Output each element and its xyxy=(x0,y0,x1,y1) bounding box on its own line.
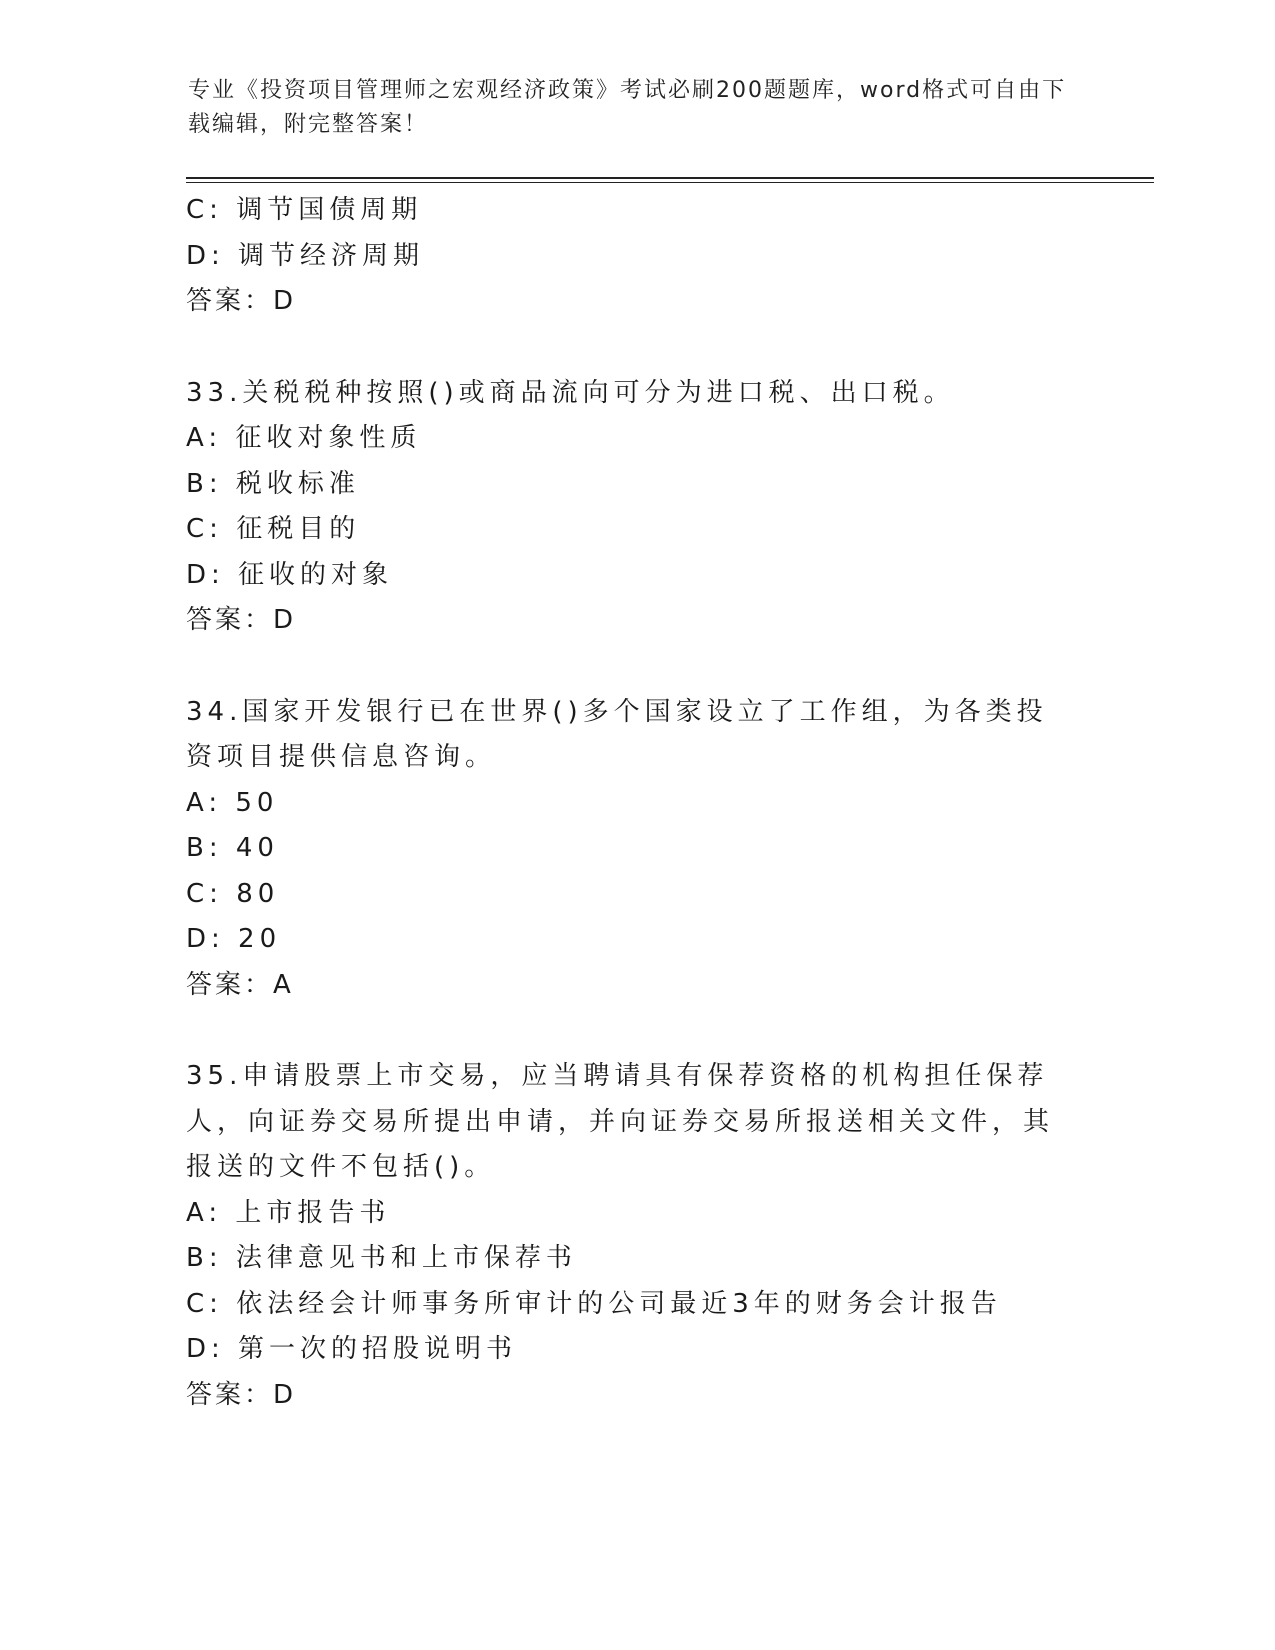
option-b xyxy=(186,462,1086,508)
option-key: B: xyxy=(186,833,223,863)
question-list xyxy=(186,188,1086,1418)
question-33 xyxy=(186,371,1086,644)
option-key: B: xyxy=(186,468,223,499)
option-text: 调节经济周期 xyxy=(238,240,425,271)
option-key: B: xyxy=(186,1243,223,1273)
option-text: 调节国债周期 xyxy=(236,195,423,225)
option-d xyxy=(186,553,1086,599)
option-key: C: xyxy=(186,514,223,544)
document-header: 专业《投资项目管理师之宏观经济政策》考试必刷200题题库，word格式可自由下载编辑，附完整答案！ xyxy=(188,78,1067,137)
option-d xyxy=(186,917,1086,963)
answer-line: 答案：D xyxy=(186,1379,297,1410)
option-d xyxy=(186,234,1086,280)
option-key: A: xyxy=(186,787,223,818)
answer-line: 答案：D xyxy=(186,605,297,635)
option-a xyxy=(186,1191,1086,1237)
option-text: 征税目的 xyxy=(236,514,361,544)
option-text: 税收标准 xyxy=(235,468,360,499)
option-text: 80 xyxy=(236,878,280,909)
option-key: D: xyxy=(186,1334,225,1364)
spacer xyxy=(186,325,1086,371)
option-c xyxy=(186,1282,1086,1328)
question-32-continued xyxy=(186,188,1086,325)
answer-line: 答案：A xyxy=(186,969,294,1000)
option-a xyxy=(186,416,1086,462)
option-text: 法律意见书和上市保荐书 xyxy=(235,1243,577,1273)
question-stem: 35.申请股票上市交易，应当聘请具有保荐资格的机构担任保荐人，向证券交易所提出申请，并向证券交易所报送相关文件，其报送的文件不包括()。 xyxy=(186,1061,1055,1182)
option-c xyxy=(186,188,1086,234)
header-divider-thin xyxy=(186,182,1154,183)
option-key: A: xyxy=(186,423,223,453)
option-c xyxy=(186,872,1086,918)
option-text: 征收对象性质 xyxy=(235,423,422,453)
option-text: 20 xyxy=(238,924,282,954)
option-text: 第一次的招股说明书 xyxy=(238,1334,518,1364)
option-key: C: xyxy=(186,195,223,225)
option-text: 50 xyxy=(235,787,279,818)
spacer xyxy=(186,644,1086,690)
option-text: 40 xyxy=(235,833,279,863)
option-text: 依法经会计师事务所审计的公司最近3年的财务会计报告 xyxy=(236,1288,1002,1319)
option-b xyxy=(186,826,1086,872)
question-35 xyxy=(186,1054,1086,1418)
question-stem: 34.国家开发银行已在世界()多个国家设立了工作组，为各类投资项目提供信息咨询。 xyxy=(186,696,1048,772)
question-34 xyxy=(186,690,1086,1009)
option-key: C: xyxy=(186,878,223,909)
option-key: C: xyxy=(186,1288,223,1319)
spacer xyxy=(186,1008,1086,1054)
option-b xyxy=(186,1236,1086,1282)
question-stem: 33.关税税种按照()或商品流向可分为进口税、出口税。 xyxy=(186,377,955,408)
option-text: 征收的对象 xyxy=(238,559,394,590)
option-key: D: xyxy=(186,559,225,590)
option-a xyxy=(186,781,1086,827)
header-divider-thick xyxy=(186,177,1154,179)
answer-line: 答案：D xyxy=(186,286,297,316)
option-key: D: xyxy=(186,240,225,271)
option-c xyxy=(186,507,1086,553)
option-key: A: xyxy=(186,1197,223,1228)
option-key: D: xyxy=(186,924,225,954)
option-text: 上市报告书 xyxy=(235,1197,391,1228)
option-d xyxy=(186,1327,1086,1373)
